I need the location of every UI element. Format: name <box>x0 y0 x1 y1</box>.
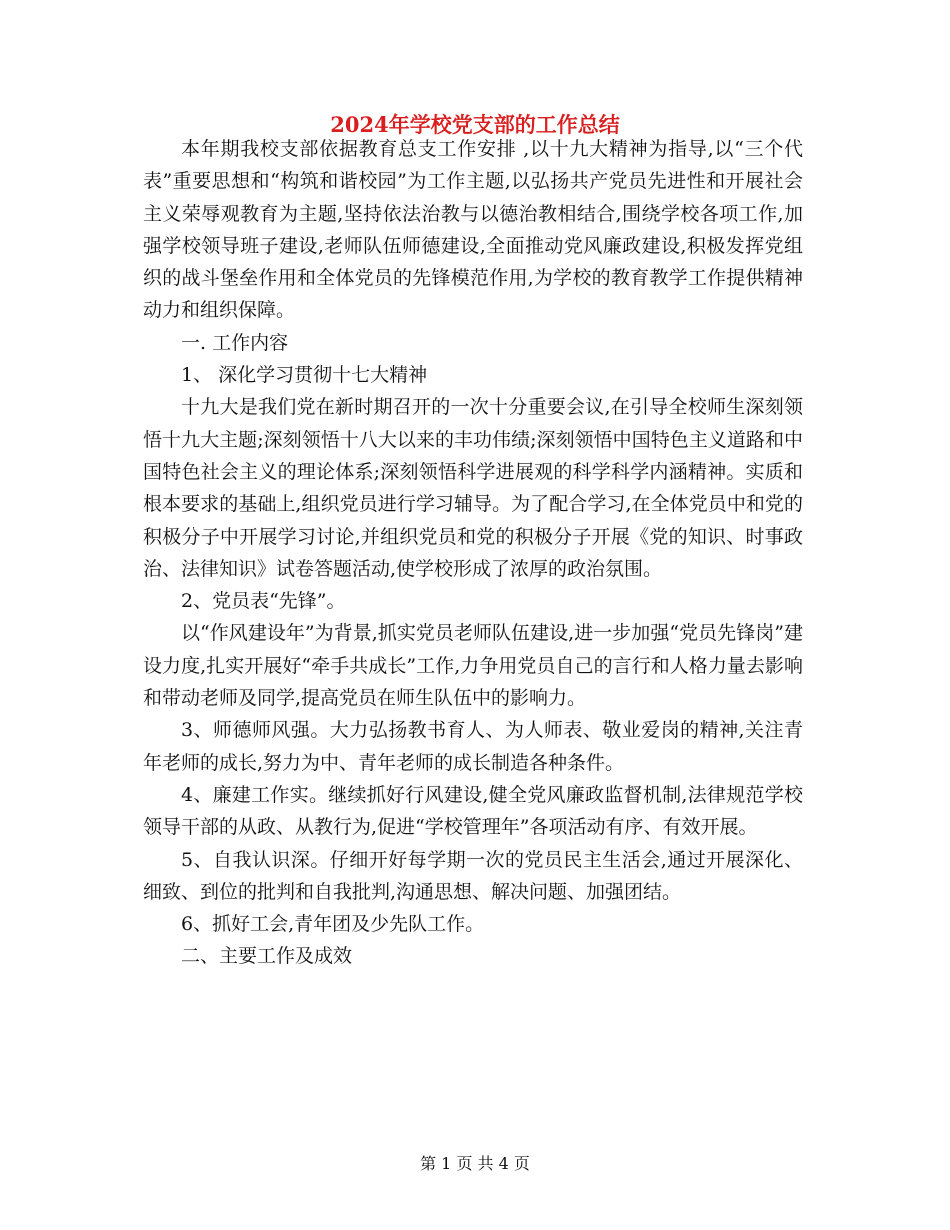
document-title: 2024年学校党支部的工作总结 <box>330 112 620 137</box>
study-paragraph: 十九大是我们党在新时期召开的一次十分重要会议,在引导全校师生深刻领悟十九大主题;深刻领悟十八大以来的丰功伟绩;深刻领悟中国特色主义道路和中国特色社会主义的理论体系;深刻领悟科学进展观的科学科学内涵精神。实质和根本要求的基础上,组织党员进行学习辅导。为了配合学习,在全体党员中和党的积极分子中开展学习讨论,并组织党员和党的积极分子开展《党的知识、时事政治、法律知识》试卷答题活动,使学校形成了浓厚的政治氛围。 <box>143 396 803 580</box>
ethics-paragraph: 3、师德师风强。大力弘扬教书育人、为人师表、敬业爱岗的精神,关注青年老师的成长,努力为中、青年老师的成长制造各种条件。 <box>143 719 803 774</box>
intro-paragraph: 本年期我校支部依据教育总支工作安排 ,以十九大精神为指导,以“三个代表”重要思想和“构筑和谐校园”为工作主题,以弘扬共产党员先进性和开展社会主义荣辱观教育为主题,坚持依法治教与以德治教相结合,围绕学校各项工作,加强学校领导班子建设,老师队伍师德建设,全面推动党风廉政建设,积极发挥党组织的战斗堡垒作用和全体党员的先锋模范作用,为学校的教育教学工作提供精神动力和组织保障。 <box>143 138 803 322</box>
vanguard-paragraph: 以“作风建设年”为背景,抓实党员老师队伍建设,进一步加强“党员先锋岗”建设力度,扎实开展好“牵手共成长”工作,力争用党员自己的言行和人格力量去影响和带动老师及同学,提高党员在师生队伍中的影响力。 <box>143 622 803 710</box>
subheading-vanguard: 2、党员表“先锋”。 <box>181 590 346 613</box>
integrity-paragraph: 4、廉建工作实。继续抓好行风建设,健全党风廉政监督机制,法律规范学校领导干部的从政、从教行为,促进“学校管理年”各项活动有序、有效开展。 <box>143 783 803 839</box>
section-heading-work-content: 一. 工作内容 <box>181 331 289 354</box>
subheading-union: 6、抓好工会,青年团及少先队工作。 <box>181 913 485 936</box>
subheading-study: 1、 深化学习贯彻十七大精神 <box>181 364 428 387</box>
document-body <box>143 133 803 973</box>
page-number-footer: 第 1 页 共 4 页 <box>420 1154 530 1173</box>
section-heading-achievements: 二、主要工作及成效 <box>181 945 353 968</box>
self-criticism-paragraph: 5、自我认识深。仔细开好每学期一次的党员民主生活会,通过开展深化、细致、到位的批判和自我批判,沟通思想、解决问题、加强团结。 <box>143 848 803 903</box>
